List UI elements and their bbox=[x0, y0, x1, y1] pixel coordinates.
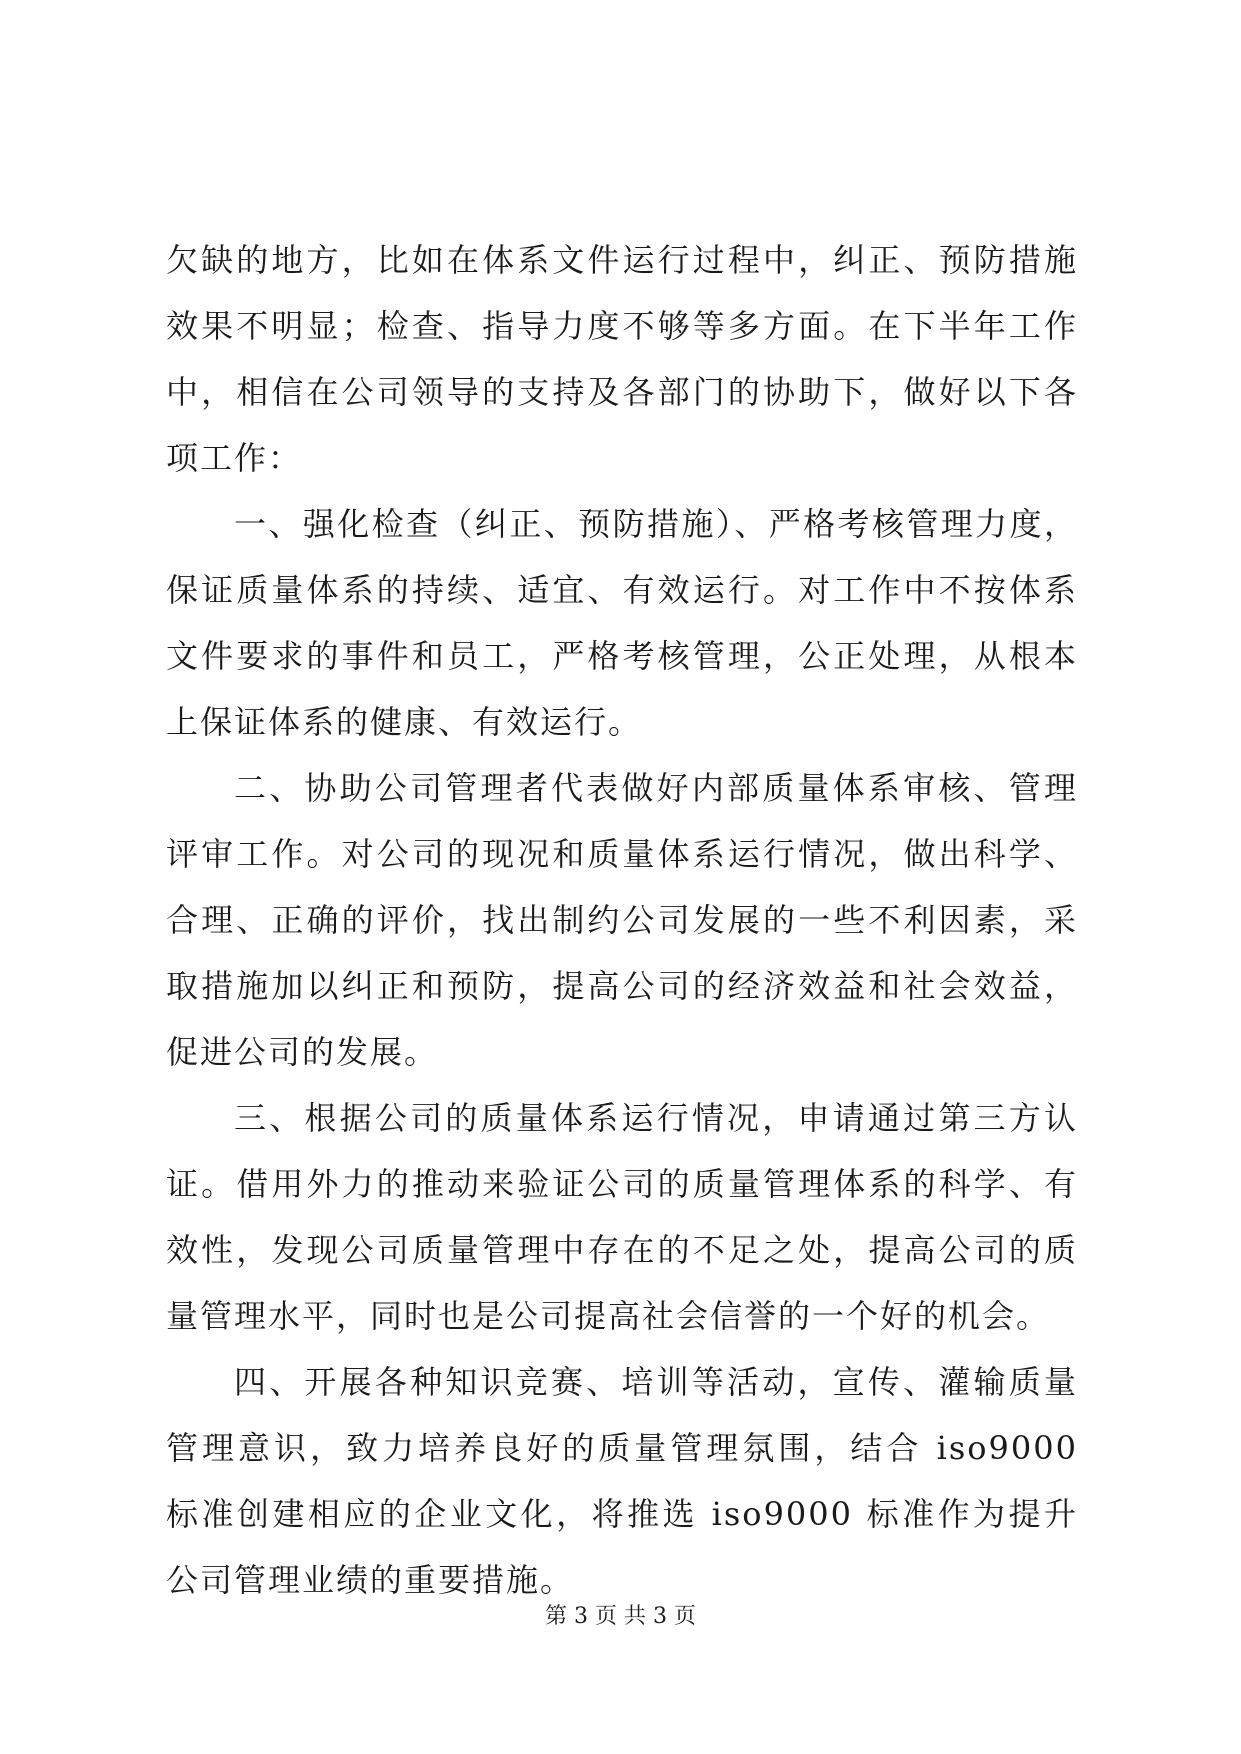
paragraph-item-4: 四、开展各种知识竞赛、培训等活动，宣传、灌输质量管理意识，致力培养良好的质量管理氛围，结合 iso9000 标准创建相应的企业文化，将推选 iso9000 标准作为提升公司管理业绩的重要措施。 bbox=[166, 1363, 1078, 1599]
page-footer: 第 3 页 共 3 页 bbox=[545, 1604, 696, 1629]
document-body bbox=[166, 227, 1078, 1613]
paragraph-item-2: 二、协助公司管理者代表做好内部质量体系审核、管理评审工作。对公司的现况和质量体系运行情况，做出科学、合理、正确的评价，找出制约公司发展的一些不利因素，采取措施加以纠正和预防，提高公司的经济效益和社会效益，促进公司的发展。 bbox=[166, 769, 1078, 1071]
paragraph-item-3: 三、根据公司的质量体系运行情况，申请通过第三方认证。借用外力的推动来验证公司的质量管理体系的科学、有效性，发现公司质量管理中存在的不足之处，提高公司的质量管理水平，同时也是公司提高社会信誉的一个好的机会。 bbox=[166, 1099, 1078, 1335]
paragraph-item-1: 一、强化检查（纠正、预防措施）、严格考核管理力度，保证质量体系的持续、适宜、有效运行。对工作中不按体系文件要求的事件和员工，严格考核管理，公正处理，从根本上保证体系的健康、有效运行。 bbox=[166, 505, 1078, 741]
paragraph-continued: 欠缺的地方，比如在体系文件运行过程中，纠正、预防措施效果不明显；检查、指导力度不够等多方面。在下半年工作中，相信在公司领导的支持及各部门的协助下，做好以下各项工作： bbox=[166, 241, 1078, 477]
